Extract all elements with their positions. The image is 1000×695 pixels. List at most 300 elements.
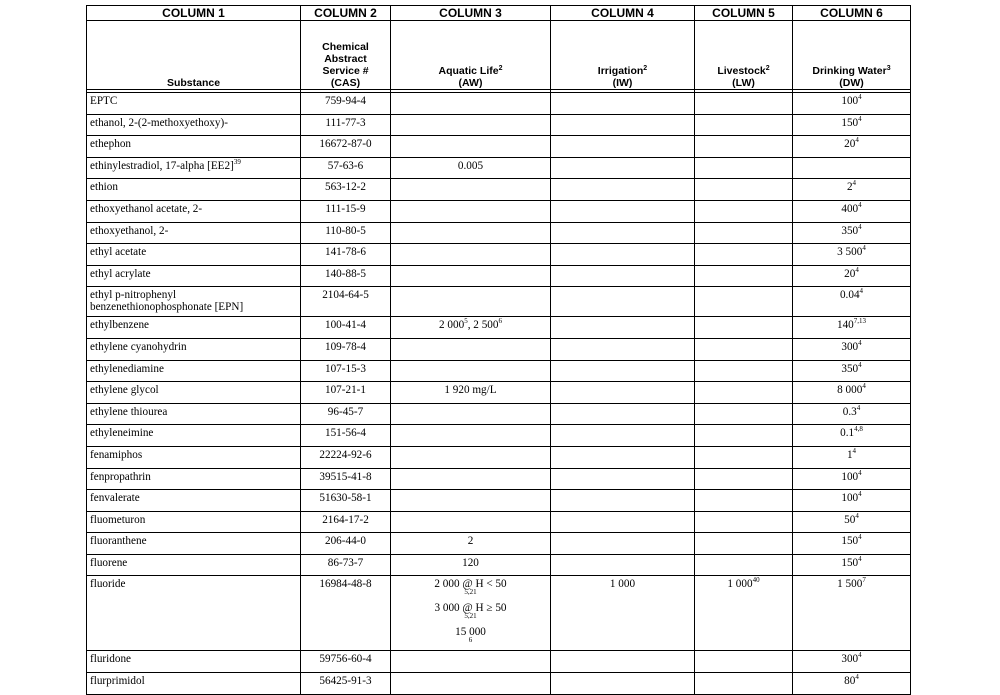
- irrigation-cell: [551, 468, 695, 490]
- drinking-water-cell: [793, 222, 911, 244]
- dw-value: 50: [844, 513, 856, 526]
- drinking-water-cell: [793, 317, 911, 339]
- irrigation-cell: [551, 265, 695, 287]
- irrigation-cell: [551, 360, 695, 382]
- cas-number: 206-44-0: [324, 535, 366, 548]
- aw-header-abbr: (AW): [458, 77, 483, 89]
- aquatic-life-cell: [391, 114, 551, 136]
- cas-number: 2104-64-5: [322, 289, 369, 302]
- iw-header-abbr: (IW): [612, 77, 633, 89]
- irrigation-cell: [551, 533, 695, 555]
- substance-cell: [87, 317, 301, 339]
- substance-cell: [87, 265, 301, 287]
- substance-cell: [87, 533, 301, 555]
- table-row: [87, 490, 911, 512]
- dw-value: 140: [836, 319, 854, 332]
- table-row: [87, 93, 911, 115]
- dw-value: 300: [841, 340, 859, 353]
- cas-number: 151-56-4: [324, 427, 366, 440]
- cas-cell: [301, 425, 391, 447]
- aquatic-life-cell: [391, 554, 551, 576]
- irrigation-cell: [551, 114, 695, 136]
- footnote-ref: 4: [855, 136, 859, 145]
- table-row: [87, 157, 911, 179]
- livestock-cell: [695, 511, 793, 533]
- livestock-cell: [695, 425, 793, 447]
- substance-name: fluoride: [90, 578, 126, 591]
- footnote-ref: 4: [852, 179, 857, 188]
- dw-value: 1: [846, 448, 853, 461]
- substance-cell: [87, 511, 301, 533]
- irrigation-cell: [551, 222, 695, 244]
- substance-cell: [87, 490, 301, 512]
- aw-value: 15 000: [455, 626, 486, 639]
- table-row: [87, 651, 911, 673]
- aquatic-life-cell: [391, 533, 551, 555]
- aw-line: [394, 626, 547, 650]
- substance-cell: [87, 200, 301, 222]
- cas-cell: [301, 338, 391, 360]
- livestock-cell: [695, 136, 793, 158]
- substance-cell: [87, 403, 301, 425]
- substance-name: fenvalerate: [90, 492, 140, 505]
- footnote-ref: 5: [464, 317, 468, 326]
- cas-cell: [301, 114, 391, 136]
- livestock-cell: [695, 222, 793, 244]
- livestock-cell: [695, 554, 793, 576]
- aw-header-name: Aquatic Life: [438, 65, 499, 77]
- cas-number: 140-88-5: [324, 267, 366, 280]
- dw-value: 350: [841, 224, 859, 237]
- aquatic-life-cell: [391, 425, 551, 447]
- drinking-water-cell: [793, 468, 911, 490]
- cas-number: 16984-48-8: [319, 578, 372, 591]
- water-quality-table: [86, 5, 911, 695]
- livestock-header: [695, 21, 793, 90]
- cas-header-line: (CAS): [330, 77, 361, 89]
- cas-cell: [301, 446, 391, 468]
- lw-value: 1 000: [727, 578, 753, 591]
- column-6-header: COLUMN 6: [793, 6, 911, 21]
- dw-value: 2: [846, 181, 853, 194]
- dw-value: 0.3: [842, 405, 857, 418]
- drinking-water-cell: [793, 425, 911, 447]
- substance-cell: [87, 93, 301, 115]
- substance-cell: [87, 114, 301, 136]
- substance-name: ethyl acetate: [90, 246, 147, 259]
- footnote-ref: 4: [856, 403, 861, 412]
- footnote-ref: 5,21: [464, 588, 477, 597]
- table-row: [87, 317, 911, 339]
- aquatic-life-cell: [391, 136, 551, 158]
- aquatic-life-cell: [391, 511, 551, 533]
- cas-header-line: Chemical: [322, 41, 369, 53]
- dw-header-abbr: (DW): [839, 77, 864, 89]
- livestock-cell: [695, 490, 793, 512]
- footnote-ref: 4: [858, 554, 862, 563]
- dw-value: 350: [841, 362, 859, 375]
- substance-name: fenamiphos: [90, 448, 143, 461]
- substance-cell: [87, 360, 301, 382]
- irrigation-cell: [551, 157, 695, 179]
- lw-header-abbr: (LW): [732, 77, 755, 89]
- cas-cell: [301, 244, 391, 266]
- aw-header-footnote: 2: [498, 65, 503, 72]
- substance-name: ethoxyethanol acetate, 2-: [90, 202, 203, 215]
- table-row: [87, 511, 911, 533]
- cas-header-line: Service #: [322, 65, 369, 77]
- cas-number: 16672-87-0: [319, 138, 372, 151]
- substance-cell: [87, 673, 301, 695]
- aquatic-life-cell: [391, 490, 551, 512]
- drinking-water-cell: [793, 446, 911, 468]
- column-1-header: COLUMN 1: [87, 6, 301, 21]
- table-row: [87, 554, 911, 576]
- livestock-cell: [695, 114, 793, 136]
- dw-value: 8 000: [837, 384, 863, 397]
- substance-name: ethylene cyanohydrin: [90, 340, 187, 353]
- livestock-cell: [695, 157, 793, 179]
- footnote-ref: 40: [752, 576, 760, 585]
- aw-value: 0.005: [457, 159, 484, 172]
- cas-cell: [301, 403, 391, 425]
- dw-value: 100: [841, 492, 859, 505]
- drinking-water-cell: [793, 179, 911, 201]
- drinking-water-cell: [793, 382, 911, 404]
- cas-number: 56425-91-3: [319, 675, 372, 688]
- livestock-cell: [695, 533, 793, 555]
- livestock-cell: [695, 651, 793, 673]
- irrigation-cell: [551, 200, 695, 222]
- irrigation-cell: [551, 317, 695, 339]
- table-row: [87, 403, 911, 425]
- livestock-cell: [695, 382, 793, 404]
- aw-value: 1 920 mg/L: [444, 384, 497, 397]
- table-row: [87, 200, 911, 222]
- substance-header: Substance: [87, 21, 301, 90]
- table-row: [87, 533, 911, 555]
- substance-name: fluometuron: [90, 513, 146, 526]
- table-row: [87, 287, 911, 317]
- livestock-cell: [695, 93, 793, 115]
- table-row: [87, 114, 911, 136]
- dw-value: 0.1: [840, 427, 855, 440]
- aw-line: [394, 578, 547, 602]
- cas-cell: [301, 554, 391, 576]
- drinking-water-cell: [793, 114, 911, 136]
- footnote-ref: 7: [862, 576, 866, 585]
- cas-number: 563-12-2: [324, 181, 366, 194]
- drinking-water-cell: [793, 338, 911, 360]
- cas-number: 57-63-6: [327, 159, 364, 172]
- livestock-cell: [695, 244, 793, 266]
- footnote-ref: 4: [858, 200, 862, 209]
- table-row: [87, 338, 911, 360]
- drinking-water-cell: [793, 136, 911, 158]
- aquatic-life-cell: [391, 403, 551, 425]
- table-row: [87, 468, 911, 490]
- dw-value: 0.04: [839, 289, 860, 302]
- drinking-water-cell: [793, 265, 911, 287]
- footnote-ref: 4: [858, 338, 862, 347]
- footnote-ref: 4: [855, 673, 859, 682]
- footnote-ref: 6: [468, 636, 473, 645]
- aquatic-life-cell: [391, 317, 551, 339]
- livestock-cell: [695, 360, 793, 382]
- aquatic-life-cell: [391, 382, 551, 404]
- irrigation-header: [551, 21, 695, 90]
- aquatic-life-cell: [391, 93, 551, 115]
- aquatic-life-cell: [391, 468, 551, 490]
- aquatic-life-cell: [391, 244, 551, 266]
- aquatic-life-cell: [391, 265, 551, 287]
- cas-number: 110-80-5: [325, 224, 366, 237]
- cas-number: 22224-92-6: [319, 448, 372, 461]
- table-row: [87, 446, 911, 468]
- substance-name: ethylene glycol: [90, 384, 159, 397]
- substance-name: fluridone: [90, 653, 132, 666]
- substance-line: benzenethionophosphonate [EPN]: [90, 301, 244, 314]
- substance-name: ethylbenzene: [90, 319, 150, 332]
- livestock-cell: [695, 317, 793, 339]
- dw-value: 3 500: [837, 246, 863, 259]
- substance-name: ethyleneimine: [90, 427, 154, 440]
- column-number-row: [87, 6, 911, 21]
- livestock-cell: [695, 200, 793, 222]
- cas-cell: [301, 360, 391, 382]
- cas-number: 111-77-3: [325, 116, 366, 129]
- substance-name: fluorene: [90, 556, 128, 569]
- livestock-cell: [695, 403, 793, 425]
- irrigation-cell: [551, 136, 695, 158]
- aw-value: 2 000: [439, 319, 465, 332]
- footnote-ref: 7,13: [853, 317, 867, 326]
- cas-cell: [301, 673, 391, 695]
- dw-value: 20: [844, 138, 856, 151]
- drinking-water-cell: [793, 533, 911, 555]
- irrigation-cell: [551, 554, 695, 576]
- irrigation-cell: [551, 511, 695, 533]
- cas-number: 59756-60-4: [319, 653, 372, 666]
- dw-value: 300: [841, 653, 859, 666]
- substance-name: ethinylestradiol, 17-alpha [EE2]: [90, 159, 234, 172]
- cas-number: 51630-58-1: [319, 492, 372, 505]
- table-row: [87, 576, 911, 651]
- irrigation-cell: [551, 287, 695, 317]
- table-row: [87, 382, 911, 404]
- table-row: [87, 425, 911, 447]
- footnote-ref: 4: [852, 446, 857, 455]
- cas-cell: [301, 222, 391, 244]
- substance-name: fluoranthene: [90, 535, 147, 548]
- substance-cell: [87, 468, 301, 490]
- irrigation-cell: [551, 490, 695, 512]
- dw-value: 100: [841, 470, 859, 483]
- cas-cell: [301, 511, 391, 533]
- iw-value: 1 000: [609, 578, 636, 591]
- column-title-row: [87, 21, 911, 90]
- dw-value: 20: [844, 267, 856, 280]
- cas-cell: [301, 157, 391, 179]
- substance-cell: [87, 576, 301, 651]
- drinking-water-cell: [793, 157, 911, 179]
- table-row: [87, 222, 911, 244]
- irrigation-cell: [551, 244, 695, 266]
- cas-number: 109-78-4: [324, 340, 366, 353]
- cas-number: 107-21-1: [324, 384, 366, 397]
- livestock-cell: [695, 446, 793, 468]
- livestock-cell: [695, 287, 793, 317]
- drinking-water-cell: [793, 244, 911, 266]
- irrigation-cell: [551, 382, 695, 404]
- cas-number: 759-94-4: [324, 95, 366, 107]
- drinking-water-cell: [793, 360, 911, 382]
- cas-cell: [301, 179, 391, 201]
- cas-number: 2164-17-2: [322, 513, 369, 526]
- livestock-cell: [695, 673, 793, 695]
- substance-cell: [87, 425, 301, 447]
- irrigation-cell: [551, 338, 695, 360]
- aw-value: 2 000 @ H < 50: [434, 578, 507, 591]
- cas-cell: [301, 651, 391, 673]
- lw-header-footnote: 2: [765, 65, 770, 72]
- aquatic-life-cell: [391, 360, 551, 382]
- footnote-ref: 4: [858, 93, 862, 101]
- irrigation-cell: [551, 651, 695, 673]
- drinking-water-cell: [793, 554, 911, 576]
- footnote-ref: 6: [498, 317, 502, 326]
- cas-cell: [301, 200, 391, 222]
- substance-name: ethyl acrylate: [90, 267, 151, 280]
- dw-value: 150: [841, 116, 859, 129]
- substance-name: fenpropathrin: [90, 470, 151, 483]
- table-row: [87, 265, 911, 287]
- substance-cell: [87, 287, 301, 317]
- cas-cell: [301, 490, 391, 512]
- substance-name: ethoxyethanol, 2-: [90, 224, 169, 237]
- cas-cell: [301, 382, 391, 404]
- footnote-ref: 5,21: [464, 612, 477, 621]
- irrigation-cell: [551, 673, 695, 695]
- table-row: [87, 360, 911, 382]
- irrigation-cell: [551, 93, 695, 115]
- substance-cell: [87, 157, 301, 179]
- aquatic-life-header: [391, 21, 551, 90]
- footnote-ref: 4: [855, 265, 859, 274]
- column-2-header: COLUMN 2: [301, 6, 391, 21]
- substance-cell: [87, 338, 301, 360]
- aw-value: 2: [467, 535, 474, 548]
- cas-number: 96-45-7: [327, 405, 364, 418]
- livestock-cell: [695, 179, 793, 201]
- footnote-ref: 4: [858, 360, 862, 369]
- aquatic-life-cell: [391, 200, 551, 222]
- dw-value: 100: [841, 95, 859, 107]
- substance-cell: [87, 244, 301, 266]
- table-row: [87, 244, 911, 266]
- irrigation-cell: [551, 446, 695, 468]
- table-row: [87, 179, 911, 201]
- cas-cell: [301, 93, 391, 115]
- column-3-header: COLUMN 3: [391, 6, 551, 21]
- aw-value: , 2 500: [467, 319, 499, 332]
- cas-cell: [301, 136, 391, 158]
- irrigation-cell: [551, 425, 695, 447]
- cas-cell: [301, 265, 391, 287]
- substance-name: EPTC: [90, 95, 118, 107]
- dw-header-name: Drinking Water: [812, 65, 887, 77]
- cas-cell: [301, 533, 391, 555]
- dw-value: 1 500: [837, 578, 863, 591]
- cas-header: [301, 21, 391, 90]
- footnote-ref: 4: [858, 651, 862, 660]
- livestock-cell: [695, 468, 793, 490]
- aquatic-life-cell: [391, 338, 551, 360]
- iw-header-footnote: 2: [643, 65, 648, 72]
- aw-line: [394, 602, 547, 626]
- column-4-header: COLUMN 4: [551, 6, 695, 21]
- substance-cell: [87, 446, 301, 468]
- dw-value: 400: [841, 202, 859, 215]
- aquatic-life-cell: [391, 287, 551, 317]
- drinking-water-cell: [793, 287, 911, 317]
- footnote-ref: 4: [862, 382, 866, 391]
- footnote-ref: 4: [855, 511, 859, 520]
- drinking-water-cell: [793, 403, 911, 425]
- cas-cell: [301, 576, 391, 651]
- dw-value: 150: [841, 535, 859, 548]
- livestock-cell: [695, 576, 793, 651]
- substance-name: ethephon: [90, 138, 132, 151]
- footnote-ref: 4: [858, 533, 862, 542]
- substance-name: ethylenediamine: [90, 362, 164, 375]
- aw-value: 120: [462, 556, 479, 569]
- table-row: [87, 136, 911, 158]
- livestock-cell: [695, 338, 793, 360]
- cas-cell: [301, 317, 391, 339]
- aquatic-life-cell: [391, 576, 551, 651]
- aquatic-life-cell: [391, 651, 551, 673]
- irrigation-cell: [551, 403, 695, 425]
- cas-cell: [301, 287, 391, 317]
- drinking-water-cell: [793, 651, 911, 673]
- footnote-ref: 4: [859, 287, 864, 296]
- cas-number: 111-15-9: [325, 202, 366, 215]
- table-body: [87, 93, 911, 695]
- footnote-ref: 4: [862, 244, 866, 253]
- column-5-header: COLUMN 5: [695, 6, 793, 21]
- livestock-cell: [695, 265, 793, 287]
- substance-cell: [87, 651, 301, 673]
- irrigation-cell: [551, 179, 695, 201]
- cas-number: 86-73-7: [327, 556, 364, 569]
- drinking-water-cell: [793, 200, 911, 222]
- substance-line: ethyl p-nitrophenyl: [90, 289, 177, 302]
- footnote-ref: 4,8: [854, 425, 863, 434]
- drinking-water-cell: [793, 93, 911, 115]
- drinking-water-header: [793, 21, 911, 90]
- dw-value: 150: [841, 556, 859, 569]
- irrigation-cell: [551, 576, 695, 651]
- aquatic-life-cell: [391, 673, 551, 695]
- aquatic-life-cell: [391, 446, 551, 468]
- drinking-water-cell: [793, 511, 911, 533]
- footnote-ref: 39: [233, 157, 241, 166]
- aquatic-life-cell: [391, 157, 551, 179]
- aw-value: 3 000 @ H ≥ 50: [434, 602, 507, 615]
- cas-number: 100-41-4: [324, 319, 366, 332]
- substance-name: ethanol, 2-(2-methoxyethoxy)-: [90, 116, 228, 129]
